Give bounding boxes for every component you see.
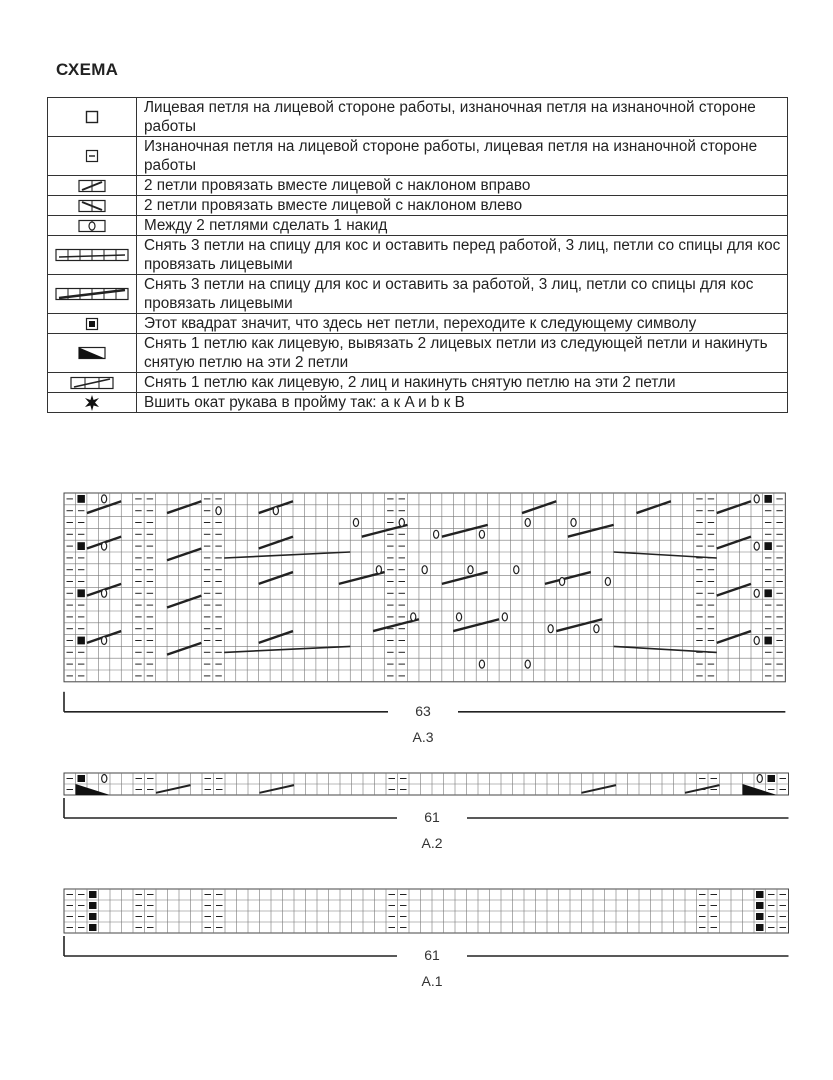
yarn-over-mark: [353, 519, 358, 527]
yarn-over-mark: [479, 660, 484, 668]
yarn-over-mark: [754, 637, 759, 645]
yarn-over-mark: [411, 613, 416, 621]
no-stitch-mark: [89, 891, 97, 898]
no-stitch-mark: [756, 902, 764, 909]
no-stitch-mark: [764, 542, 771, 550]
yarn-over-mark: [559, 578, 564, 586]
legend-text: Снять 1 петлю как лицевую, вывязать 2 лицевых петли из следующей петли и накинуть снятую петлю на эти 2 петли: [137, 334, 788, 373]
yarn-over-mark: [101, 542, 106, 550]
legend-text: 2 петли провязать вместе лицевой с наклоном влево: [137, 196, 788, 216]
no-stitch-mark: [756, 891, 764, 898]
yarn-over-mark: [754, 495, 759, 503]
chart-width-label: 61: [424, 809, 440, 825]
chart-name: A.2: [421, 835, 443, 851]
chart-a1: [64, 889, 789, 989]
yarn-over-mark: [479, 530, 484, 538]
legend-text: Снять 1 петлю как лицевую, 2 лиц и накинуть снятую петлю на эти 2 петли: [137, 373, 788, 393]
legend-text: Снять 3 петли на спицу для кос и оставить за работой, 3 лиц, петли со спицы для кос провязать лицевыми: [137, 275, 788, 314]
legend-text: 2 петли провязать вместе лицевой с наклоном вправо: [137, 176, 788, 196]
chart-name: A.1: [421, 973, 443, 989]
yarn-over-mark: [376, 566, 381, 574]
yarn-over-mark: [525, 519, 530, 527]
legend-text: Лицевая петля на лицевой стороне работы, изнаночная петля на изнаночной стороне работы: [137, 98, 788, 137]
legend-text: Этот квадрат значит, что здесь нет петли, переходите к следующему символу: [137, 314, 788, 334]
no-stitch-mark: [756, 913, 764, 920]
yarn-over-mark: [502, 613, 507, 621]
chart-a3: [64, 493, 785, 745]
yarn-over-mark: [422, 566, 427, 574]
yarn-over-mark: [434, 530, 439, 538]
no-stitch-mark: [764, 589, 771, 597]
no-stitch-mark: [77, 637, 84, 645]
yarn-over-mark: [594, 625, 599, 633]
page-title: СХЕМА: [56, 60, 119, 79]
no-stitch-mark: [756, 924, 764, 931]
legend-text: Вшить окат рукава в пройму так: а к A и b к B: [137, 393, 788, 413]
yarn-over-mark: [548, 625, 553, 633]
no-stitch-mark: [89, 913, 97, 920]
no-stitch-mark: [768, 775, 776, 782]
yarn-over-mark: [525, 660, 530, 668]
legend-text: Изнаночная петля на лицевой стороне работы, лицевая петля на изнаночной стороне работы: [137, 137, 788, 176]
no-stitch-mark: [77, 589, 84, 597]
yarn-over-mark: [216, 507, 221, 515]
yarn-over-mark: [605, 578, 610, 586]
no-stitch-mark: [89, 902, 97, 909]
chart-width-label: 63: [415, 702, 431, 719]
yarn-over-mark: [571, 519, 576, 527]
legend-text: Между 2 петлями сделать 1 накид: [137, 216, 788, 236]
chart-a2: [64, 773, 789, 851]
no-stitch-mark: [77, 542, 84, 550]
yarn-over-mark: [754, 589, 759, 597]
yarn-over-mark: [468, 566, 473, 574]
yarn-over-mark: [514, 566, 519, 574]
yarn-over-mark: [399, 519, 404, 527]
yarn-over-mark: [101, 637, 106, 645]
yarn-over-mark: [102, 775, 107, 783]
yarn-over-mark: [456, 613, 461, 621]
yarn-over-mark: [754, 542, 759, 550]
no-stitch-mark: [77, 495, 84, 503]
yarn-over-mark: [273, 507, 278, 515]
chart-width-label: 61: [424, 947, 440, 963]
no-stitch-mark: [89, 924, 97, 931]
yarn-over-mark: [757, 775, 762, 783]
no-stitch-mark: [764, 637, 771, 645]
no-stitch-mark: [764, 495, 771, 503]
yarn-over-mark: [101, 589, 106, 597]
no-stitch-mark: [78, 775, 86, 782]
chart-name: A.3: [412, 728, 434, 745]
legend-text: Снять 3 петли на спицу для кос и оставить перед работой, 3 лиц, петли со спицы для кос провязать лицевыми: [137, 236, 788, 275]
yarn-over-mark: [101, 495, 106, 503]
